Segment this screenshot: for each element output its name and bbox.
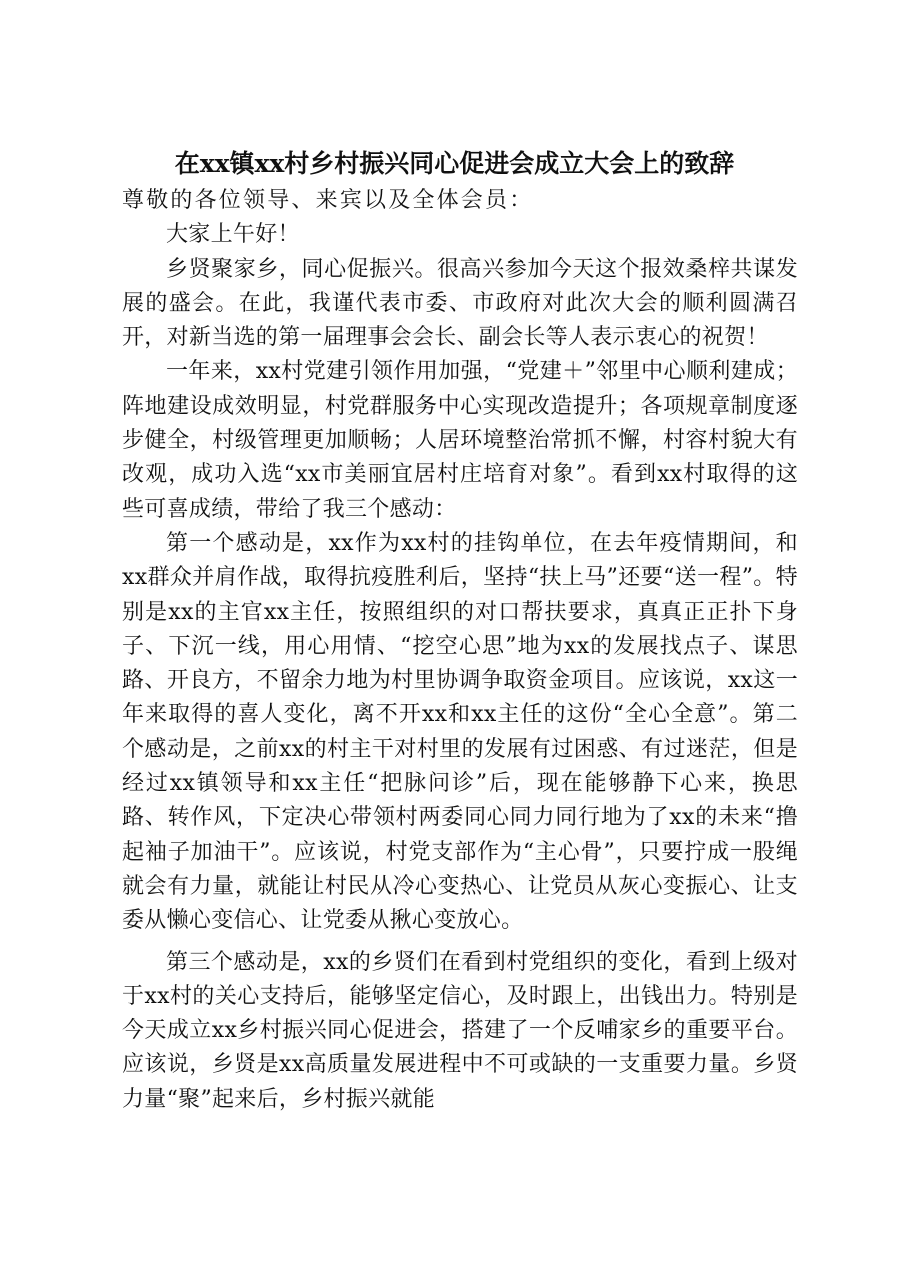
first-second-moved-paragraph: 第一个感动是，xx作为xx村的挂钩单位，在去年疫情期间，和xx群众并肩作战，取得抗疫胜利后，坚持“扶上马”还要“送一程”。特别是xx的主官xx主任，按照组织的对口帮扶要求，真真正正扑下身子、下沉一线，用心用情、“挖空心思”地为xx的发展找点子、谋思路、开良方，不留余力地为村里协调争取资金项目。应该说，xx这一年来取得的喜人变化，离不开xx和xx主任的这份“全心全意”。第二个感动是，之前xx的村主干对村里的发展有过困惑、有过迷茫，但是经过xx镇领导和xx主任“把脉问诊”后，现在能够静下心来，换思路、转作风，下定决心带领村两委同心同力同行地为了xx的未来“撸起袖子加油干”。应该说，村党支部作为“主心骨”，只要拧成一股绳就会有力量，就能让村民从冷心变热心、让党员从灰心变振心、让支委从懒心变信心、让党委从揪心变放心。 bbox=[122, 530, 798, 934]
opening-paragraph: 乡贤聚家乡，同心促振兴。很高兴参加今天这个报效桑梓共谋发展的盛会。在此，我谨代表市委、市政府对此次大会的顺利圆满召开，对新当选的第一届理事会会长、副会长等人表示衷心的祝贺！ bbox=[122, 256, 798, 351]
greeting-paragraph: 大家上午好！ bbox=[166, 222, 300, 248]
document-title: 在xx镇xx村乡村振兴同心促进会成立大会上的致辞 bbox=[174, 149, 735, 178]
salutation: 尊敬的各位领导、来宾以及全体会员： bbox=[122, 188, 534, 213]
achievements-paragraph: 一年来，xx村党建引领作用加强，“党建＋”邻里中心顺利建成；阵地建设成效明显，村党群服务中心实现改造提升；各项规章制度逐步健全，村级管理更加顺畅；人居环境整治常抓不懈，村容村貌大有改观，成功入选“xx市美丽宜居村庄培育对象”。看到xx村取得的这些可喜成绩，带给了我三个感动： bbox=[122, 359, 798, 522]
document-body bbox=[122, 184, 798, 1117]
third-moved-paragraph: 第三个感动是，xx的乡贤们在看到村党组织的变化，看到上级对于xx村的关心支持后，能够坚定信心，及时跟上，出钱出力。特别是今天成立xx乡村振兴同心促进会，搭建了一个反哺家乡的重要平台。应该说，乡贤是xx高质量发展进程中不可或缺的一支重要力量。乡贤力量“聚”起来后，乡村振兴就能 bbox=[122, 949, 798, 1112]
